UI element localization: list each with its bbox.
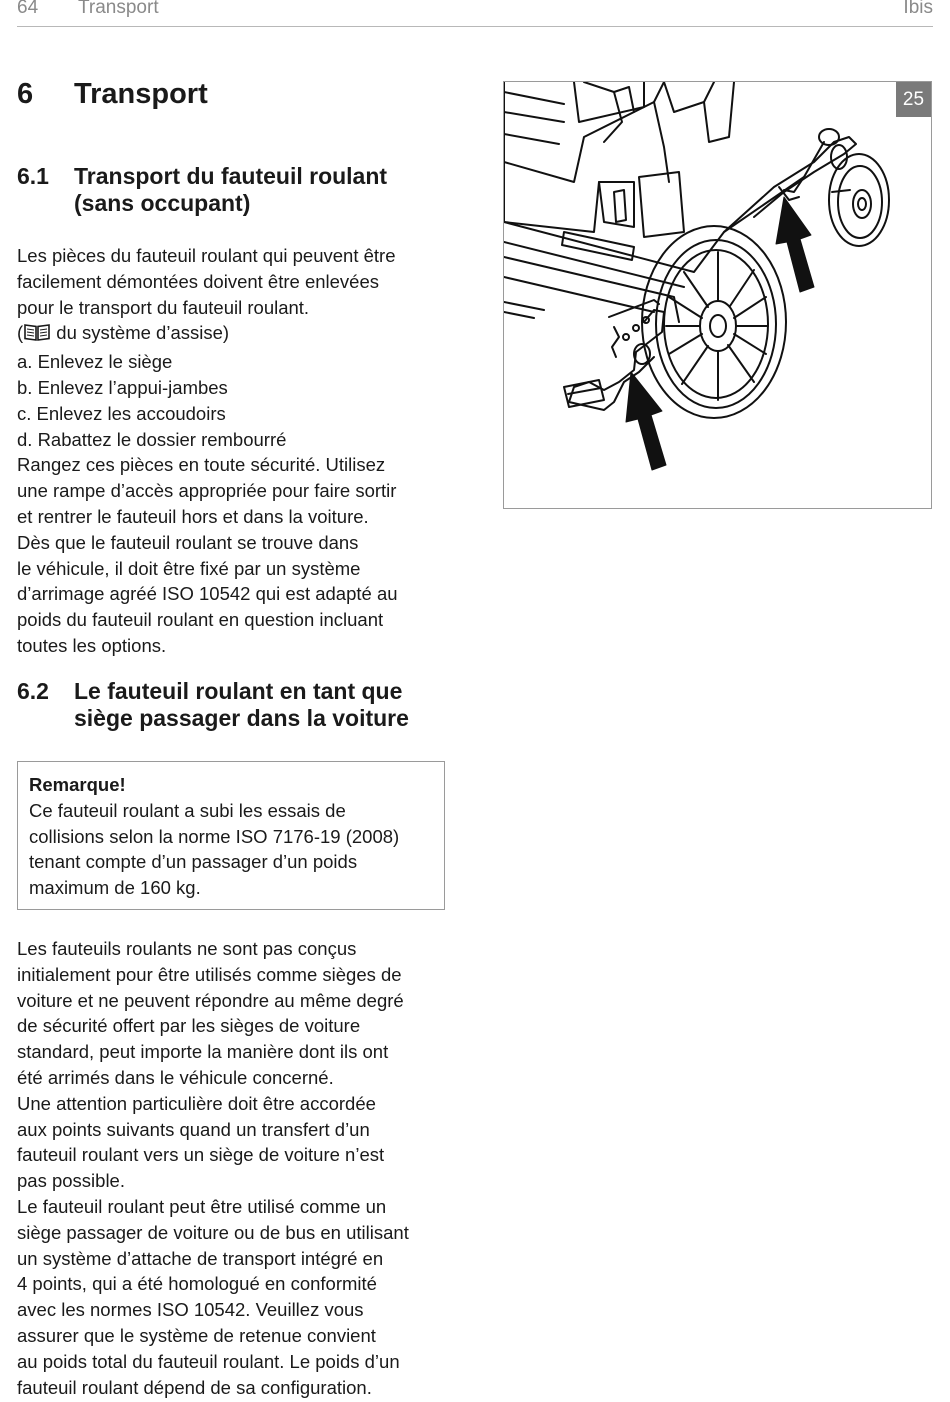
paragraph-line: Dès que le fauteuil roulant se trouve dans [17,531,359,553]
paragraph-line: fauteuil roulant dépend de sa configuration. [17,1376,372,1398]
paragraph-line: une rampe d’accès appropriée pour faire sortir [17,480,397,502]
section-title-line: (sans occupant) [74,190,251,216]
paragraph-line: assurer que le système de retenue convient [17,1324,376,1346]
section-6-1-body [17,243,457,659]
note-line: Ce fauteuil roulant a subi les essais de [29,799,346,821]
ref-text: du système d’assise) [51,322,230,344]
note-title: Remarque! [29,774,126,795]
chapter-title: Transport [74,78,208,110]
paragraph-line: Une attention particulière doit être accordée [17,1092,376,1114]
paragraph-line: initialement pour être utilisés comme sièges de [17,963,402,985]
wheelchair-illustration-icon [504,82,931,508]
section-title [74,678,409,732]
paragraph-line: été arrimés dans le véhicule concerné. [17,1066,334,1088]
figure-number-badge: 25 [896,82,931,117]
paragraph-line: siège passager de voiture ou de bus en utilisant [17,1221,409,1243]
paragraph-line: Rangez ces pièces en toute sécurité. Utilisez [17,454,386,476]
paragraph-line: standard, peut importe la manière dont ils ont [17,1041,389,1063]
running-section: Transport [78,0,159,18]
note-line: tenant compte d’un passager d’un poids [29,851,358,873]
step-item: a. Enlevez le siège [17,351,173,373]
paragraph-line: avec les normes ISO 10542. Veuillez vous [17,1299,364,1321]
note-line: collisions selon la norme ISO 7176-19 (2008) [29,825,400,847]
manual-reference [17,320,457,349]
paragraph-line: au poids total du fauteuil roulant. Le poids d’un [17,1350,400,1372]
paragraph-line: aux points suivants quand un transfert d’un [17,1118,370,1140]
note-box [17,761,445,910]
paragraph-line: toutes les options. [17,634,167,656]
paragraph-line: Le fauteuil roulant peut être utilisé comme un [17,1195,387,1217]
page-number: 64 [17,0,39,18]
paragraph-line: poids du fauteuil roulant en question incluant [17,609,384,631]
step-item: d. Rabattez le dossier rembourré [17,428,287,450]
paragraph-line: facilement démontées doivent être enlevées [17,270,379,292]
paragraph-line: le véhicule, il doit être fixé par un système [17,557,361,579]
book-icon [23,322,51,349]
paragraph-line: 4 points, qui a été homologué en conformité [17,1273,377,1295]
section-title-line: Le fauteuil roulant en tant que [74,678,403,704]
figure-25 [503,81,932,509]
section-number: 6.2 [17,678,49,704]
paragraph-line: pour le transport du fauteuil roulant. [17,296,310,318]
paragraph-line: pas possible. [17,1170,125,1192]
ref-prefix: ( [17,322,24,344]
paragraph-line: de sécurité offert par les sièges de voiture [17,1015,361,1037]
paragraph-line: Les fauteuils roulants ne sont pas conçus [17,938,357,959]
section-title [74,163,387,217]
page-header [17,0,933,27]
paragraph-line: fauteuil roulant vers un siège de voiture n’est [17,1144,385,1166]
section-6-2-body [17,936,457,1400]
brand-name: Ibis [903,0,933,18]
section-number: 6.1 [17,163,49,189]
chapter-number: 6 [17,78,34,110]
section-title-line: Transport du fauteuil roulant [74,163,388,189]
section-title-line: siège passager dans la voiture [74,705,409,731]
note-line: maximum de 160 kg. [29,877,201,899]
paragraph-line: et rentrer le fauteuil hors et dans la voiture. [17,505,369,527]
paragraph-line: un système d’attache de transport intégré en [17,1247,384,1269]
paragraph-line: Les pièces du fauteuil roulant qui peuvent être [17,245,396,266]
step-item: c. Enlevez les accoudoirs [17,402,226,424]
step-item: b. Enlevez l’appui-jambes [17,376,228,398]
paragraph-line: voiture et ne peuvent répondre au même degré [17,989,404,1011]
paragraph-line: d’arrimage agréé ISO 10542 qui est adapté au [17,583,398,605]
